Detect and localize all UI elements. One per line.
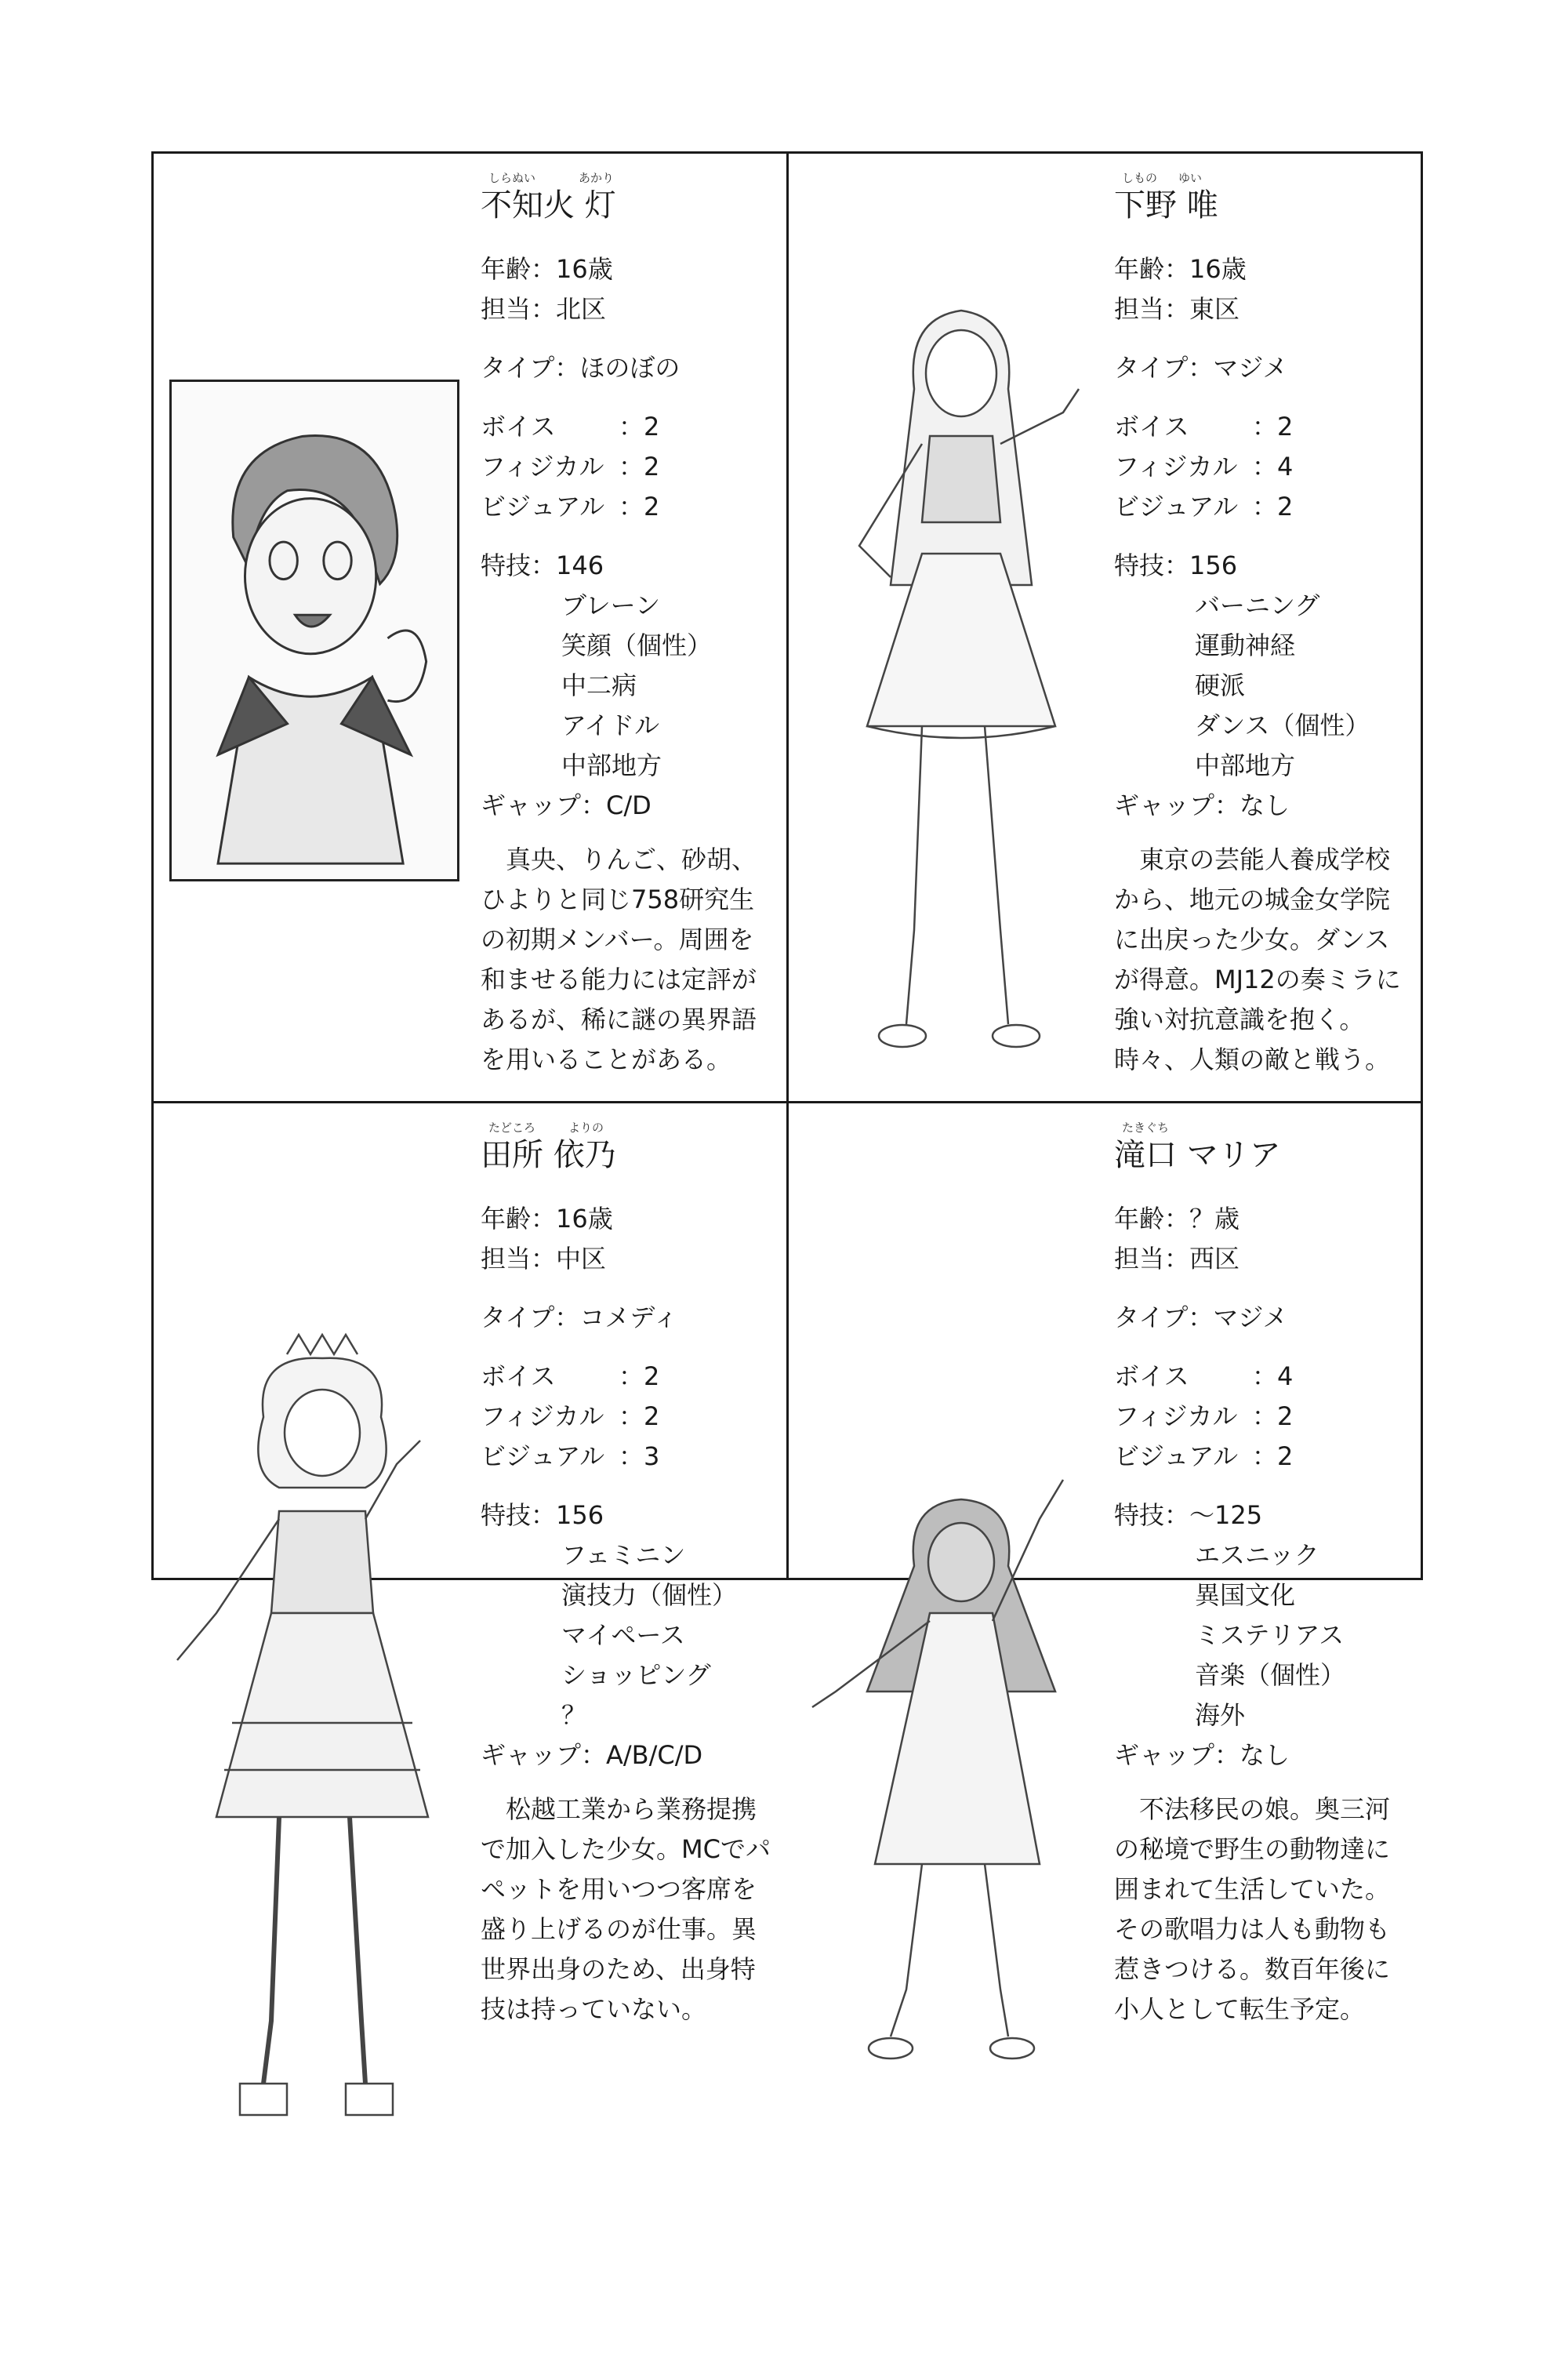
character-name: 滝口 マリア: [1114, 1137, 1281, 1173]
area: 担当：東区: [1114, 294, 1240, 324]
skill-item: マイペース: [561, 1620, 685, 1650]
skill-item: 硬派: [1195, 670, 1246, 700]
skill-item: 中部地方: [1195, 750, 1296, 780]
physical-stat: フィジカル ：2: [481, 452, 660, 481]
skill-item: ダンス（個性）: [1195, 710, 1370, 740]
voice-stat: ボイス ：4: [1114, 1361, 1294, 1391]
character-illustration: [804, 1362, 1110, 2131]
character-illustration: [804, 287, 1102, 1103]
skills-header: 特技：156: [1114, 551, 1238, 580]
skill-item: アイドル: [561, 710, 660, 740]
name-ruby: たどころ よりの: [488, 1121, 604, 1135]
type: タイプ：マジメ: [1114, 1303, 1288, 1332]
skill-item: 中部地方: [561, 750, 662, 780]
character-name: 下野 唯: [1114, 187, 1218, 223]
area: 担当：西区: [1114, 1244, 1240, 1274]
physical-stat: フィジカル ：2: [1114, 1401, 1294, 1431]
character-portrait: [169, 380, 459, 881]
character-info: [481, 169, 779, 1080]
skill-item: 演技力（個性）: [561, 1580, 738, 1610]
character-description: 真央、りんご、砂胡、ひよりと同じ758研究生の初期メンバー。周囲を和ませる能力には定評があるが、稀に謎の異界語を用いることがある。: [481, 845, 757, 1074]
skill-item: ショッピング: [561, 1660, 711, 1690]
skill-item: エスニック: [1195, 1540, 1319, 1570]
type: タイプ：マジメ: [1114, 353, 1288, 383]
character-info: [481, 1119, 779, 2030]
name-ruby: しらぬい あかり: [488, 171, 615, 185]
age: 年齢：16歳: [481, 1204, 613, 1234]
skill-item: ミステリアス: [1195, 1620, 1345, 1650]
age: 年齢：16歳: [1114, 254, 1247, 284]
age: 年齢：？歳: [1114, 1204, 1240, 1234]
gap-stat: ギャップ：A/B/C/D: [481, 1740, 703, 1770]
area: 担当：北区: [481, 294, 607, 324]
gap-stat: ギャップ：C/D: [481, 790, 652, 820]
age: 年齢：16歳: [481, 254, 613, 284]
name-ruby: しもの ゆい: [1122, 171, 1203, 185]
visual-stat: ビジュアル ：2: [481, 492, 660, 521]
skill-item: 海外: [1195, 1700, 1246, 1730]
character-card-yorino: [154, 1103, 786, 2362]
area: 担当：中区: [481, 1244, 607, 1274]
skill-item: 中二病: [561, 670, 637, 700]
character-illustration: [162, 1331, 467, 2178]
gap-stat: ギャップ：なし: [1114, 1740, 1290, 1770]
voice-stat: ボイス ：2: [481, 1361, 660, 1391]
visual-stat: ビジュアル ：3: [481, 1441, 660, 1471]
skill-item: バーニング: [1195, 590, 1320, 620]
character-name: 田所 依乃: [481, 1137, 616, 1173]
character-name: 不知火 灯: [481, 187, 616, 223]
character-card-maria: [789, 1103, 1421, 2362]
character-card-yui: [789, 154, 1421, 1101]
skills-header: 特技：156: [481, 1500, 604, 1530]
character-description: 不法移民の娘。奥三河の秘境で野生の動物達に囲まれて生活していた。その歌唱力は人も動物も惹きつける。数百年後に小人として転生予定。: [1114, 1794, 1391, 2024]
character-description: 松越工業から業務提携で加入した少女。MCでパペットを用いつつ客席を盛り上げるのが仕事。異世界出身のため、出身特技は持っていない。: [481, 1794, 771, 2024]
name-ruby: たきぐち: [1122, 1121, 1170, 1135]
visual-stat: ビジュアル ：2: [1114, 1441, 1294, 1471]
physical-stat: フィジカル ：4: [1114, 452, 1294, 481]
character-card-akari: [154, 154, 786, 1101]
skills-header: 特技：～125: [1114, 1500, 1263, 1530]
skill-item: ？: [561, 1700, 587, 1730]
voice-stat: ボイス ：2: [481, 412, 660, 442]
skill-item: 笑顔（個性）: [561, 630, 713, 660]
type: タイプ：ほのぼの: [481, 353, 681, 383]
skill-item: ブレーン: [561, 590, 661, 620]
voice-stat: ボイス ：2: [1114, 412, 1294, 442]
character-info: [1114, 169, 1412, 1080]
character-info: [1114, 1119, 1412, 2030]
skills-header: 特技：146: [481, 551, 604, 580]
visual-stat: ビジュアル ：2: [1114, 492, 1294, 521]
physical-stat: フィジカル ：2: [481, 1401, 660, 1431]
skill-item: 異国文化: [1195, 1580, 1296, 1610]
skill-item: フェミニン: [561, 1540, 686, 1570]
gap-stat: ギャップ：なし: [1114, 790, 1290, 820]
character-description: 東京の芸能人養成学校から、地元の城金女学院に出戻った少女。ダンスが得意。MJ12の奏ミラに強い対抗意識を抱く。時々、人類の敵と戦う。: [1114, 845, 1401, 1074]
skill-item: 音楽（個性）: [1195, 1660, 1346, 1690]
skill-item: 運動神経: [1195, 630, 1296, 660]
type: タイプ：コメディ: [481, 1303, 678, 1332]
